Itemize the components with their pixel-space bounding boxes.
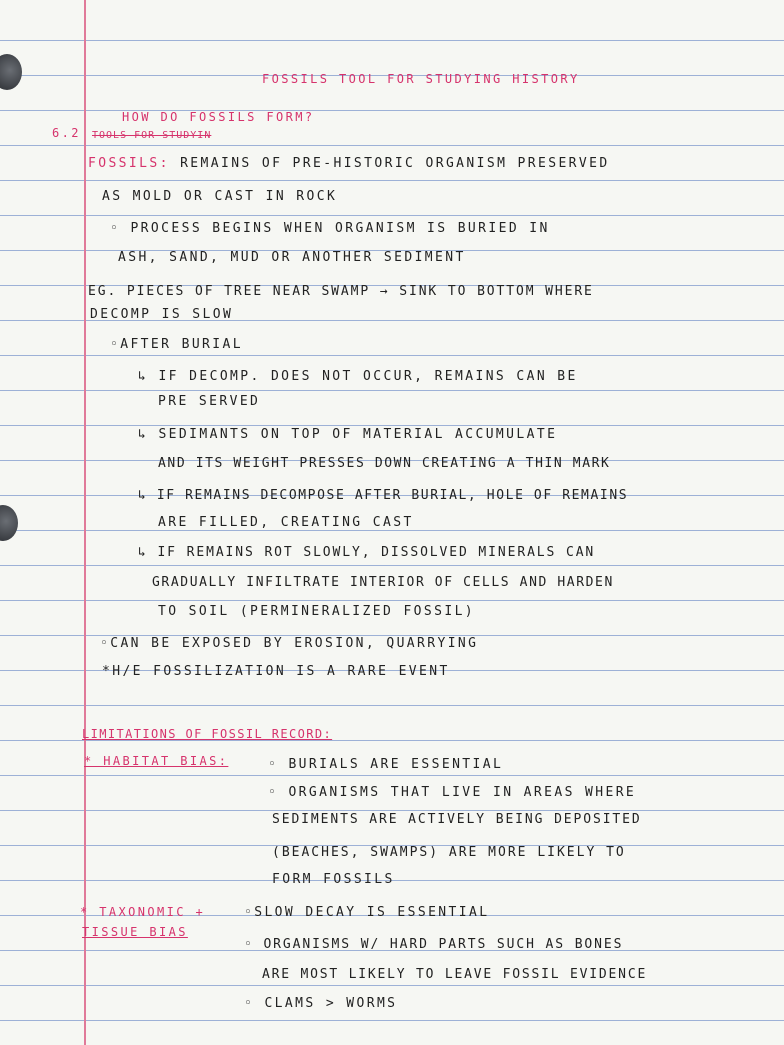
habitat-bias-label: * HABITAT BIAS: bbox=[84, 754, 229, 768]
after-burial-item2-line2: AND ITS WEIGHT PRESSES DOWN CREATING A THIN MARK bbox=[158, 456, 611, 471]
after-burial-item1-line2: PRE SERVED bbox=[158, 394, 261, 409]
taxonomic-label: * TAXONOMIC + bbox=[80, 905, 206, 919]
section-number: 6.2 bbox=[52, 126, 81, 140]
after-burial-heading: ◦AFTER BURIAL bbox=[110, 337, 243, 352]
margin-line bbox=[84, 0, 86, 1045]
crossed-out-heading: TOOLS FOR STUDYIN bbox=[92, 130, 212, 141]
habitat-line5: FORM FOSSILS bbox=[272, 872, 395, 887]
tissue-bias-label: TISSUE BIAS bbox=[82, 925, 188, 939]
fossils-def-line2: AS MOLD OR CAST IN ROCK bbox=[102, 189, 338, 204]
taxonomic-line1: ◦SLOW DECAY IS ESSENTIAL bbox=[244, 905, 490, 920]
section-heading: HOW DO FOSSILS FORM? bbox=[122, 110, 315, 124]
taxonomic-line2: ◦ ORGANISMS W/ HARD PARTS SUCH AS BONES bbox=[244, 937, 624, 952]
process-line1: ◦ PROCESS BEGINS WHEN ORGANISM IS BURIED IN bbox=[110, 221, 550, 236]
after-burial-item2-line1: ↳ SEDIMANTS ON TOP OF MATERIAL ACCUMULATE bbox=[138, 427, 558, 442]
after-burial-item4-line3: TO SOIL (PERMINERALIZED FOSSIL) bbox=[158, 604, 476, 619]
example-line2: DECOMP IS SLOW bbox=[90, 307, 234, 322]
process-line2: ASH, SAND, MUD OR ANOTHER SEDIMENT bbox=[118, 250, 466, 265]
habitat-line2: ◦ ORGANISMS THAT LIVE IN AREAS WHERE bbox=[268, 785, 637, 800]
fossils-definition bbox=[88, 156, 610, 171]
limitations-heading: LIMITATIONS OF FOSSIL RECORD: bbox=[82, 727, 333, 741]
habitat-line4: (BEACHES, SWAMPS) ARE MORE LIKELY TO bbox=[272, 845, 626, 860]
after-burial-item3-line1: ↳ IF REMAINS DECOMPOSE AFTER BURIAL, HOLE OF REMAINS bbox=[138, 488, 629, 503]
fossils-def-line1: REMAINS OF PRE-HISTORIC ORGANISM PRESERVED bbox=[180, 156, 610, 171]
fossils-label: FOSSILS: bbox=[88, 156, 170, 171]
habitat-line3: SEDIMENTS ARE ACTIVELY BEING DEPOSITED bbox=[272, 812, 642, 827]
exposed-line: ◦CAN BE EXPOSED BY EROSION, QUARRYING bbox=[100, 636, 479, 651]
habitat-line1: ◦ BURIALS ARE ESSENTIAL bbox=[268, 757, 504, 772]
taxonomic-line3: ARE MOST LIKELY TO LEAVE FOSSIL EVIDENCE bbox=[262, 967, 648, 982]
after-burial-item3-line2: ARE FILLED, CREATING CAST bbox=[158, 515, 414, 530]
after-burial-item4-line2: GRADUALLY INFILTRATE INTERIOR OF CELLS AND HARDEN bbox=[152, 575, 614, 590]
binder-hole-top bbox=[0, 54, 22, 90]
page-title: FOSSILS TOOL FOR STUDYING HISTORY bbox=[262, 72, 580, 86]
binder-hole-middle bbox=[0, 505, 18, 541]
after-burial-item4-line1: ↳ IF REMAINS ROT SLOWLY, DISSOLVED MINERALS CAN bbox=[138, 545, 596, 560]
taxonomic-line4: ◦ CLAMS > WORMS bbox=[244, 996, 398, 1011]
rare-event-line: *H/E FOSSILIZATION IS A RARE EVENT bbox=[102, 664, 450, 679]
after-burial-item1-line1: ↳ IF DECOMP. DOES NOT OCCUR, REMAINS CAN BE bbox=[138, 369, 578, 384]
example-line1: EG. PIECES OF TREE NEAR SWAMP → SINK TO BOTTOM WHERE bbox=[88, 284, 594, 299]
